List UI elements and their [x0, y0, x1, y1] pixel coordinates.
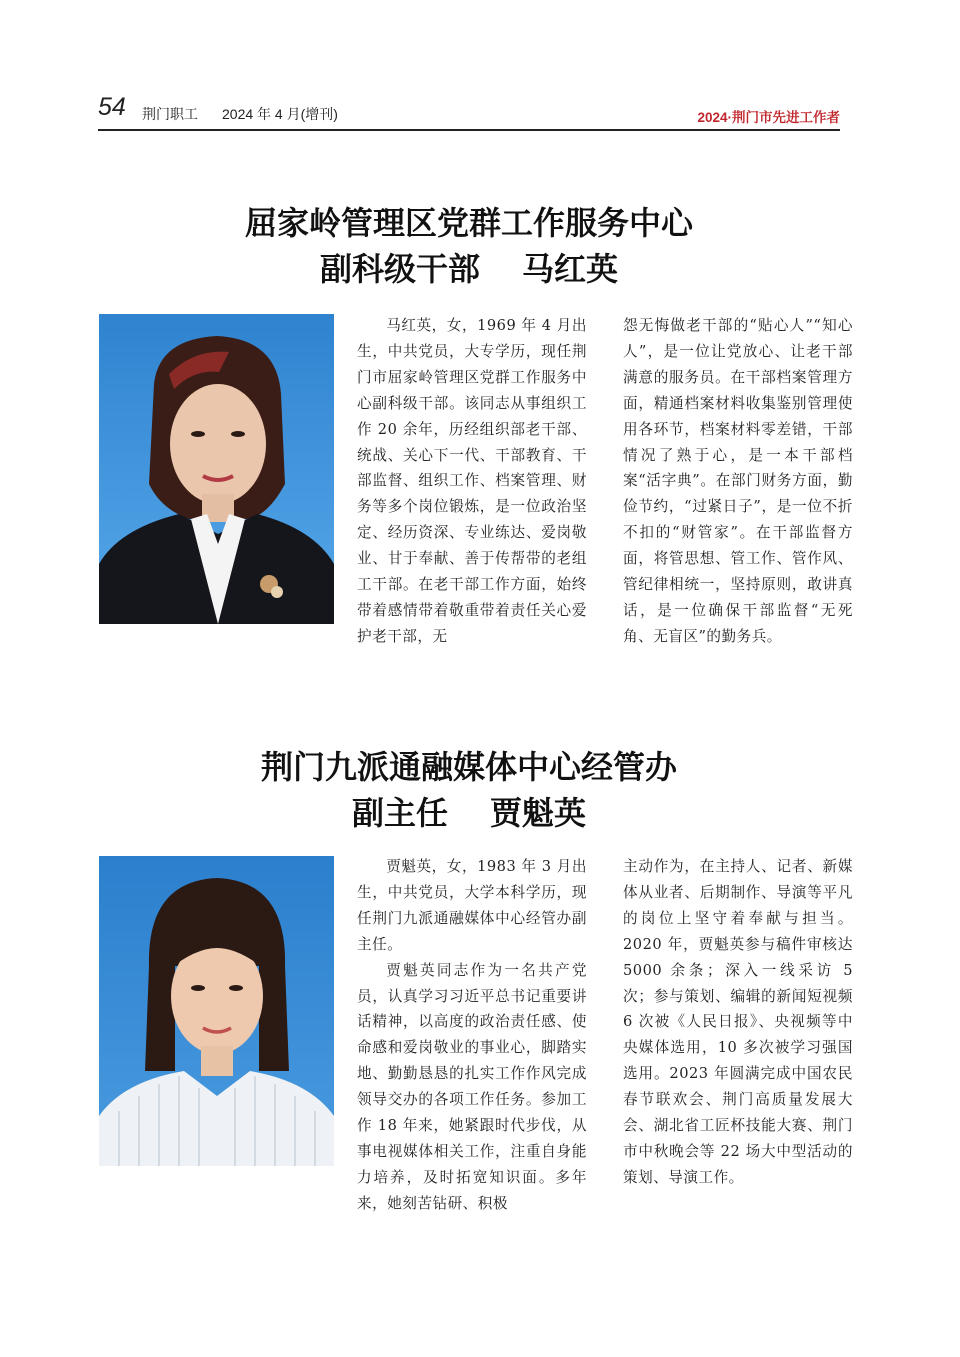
profile2-paragraph-continued: 主动作为，在主持人、记者、新媒体从业者、后期制作、导演等平凡的岗位上坚守着奉献与担当。2020 年，贾魁英参与稿件审核达 5000 余条；深入一线采访 5 次；参与策划、编辑的新闻短视频 6 次被《人民日报》、央视频等中央媒体选用，10 多次被学习强国选用。2023 年圆满完成中国农民春节联欢会、荆门高质量发展大会、湖北省工匠杯技能大赛、荆门市中秋晚会等 22 场大中型活动的策划、导演工作。	[623, 858, 853, 1186]
profile2-title	[98, 744, 840, 836]
profile1-title-line1: 屈家岭管理区党群工作服务中心	[244, 204, 693, 242]
profile2-name: 贾魁英	[490, 794, 587, 832]
profile2-title-line1: 荆门九派通融媒体中心经管办	[260, 748, 677, 786]
profile1-paragraph: 马红英，女，1969 年 4 月出生，中共党员，大专学历，现任荆门市屈家岭管理区党群工作服务中心副科级干部。该同志从事组织工作 20 余年，历经组织部老干部、统战、关心下一代、干部教育、干部监督、组织工作、档案管理、财务等多个岗位锻炼，是一位政治坚定、经历资深、专业练达、爱岗敬业、甘于奉献、善于传帮带的老组工干部。在老干部工作方面，始终带着感情带着敬重带着责任关心爱护老干部，无	[357, 317, 587, 645]
profile2-paragraph2: 贾魁英同志作为一名共产党员，认真学习习近平总书记重要讲话精神，以高度的政治责任感、使命感和爱岗敬业的事业心，脚踏实地、勤勤恳恳的扎实工作作风完成领导交办的各项工作任务。参加工作 18 年来，她紧跟时代步伐，从事电视媒体相关工作，注重自身能力培养，及时拓宽知识面。多年来，她刻苦钻研、积极	[357, 961, 587, 1212]
profile1-text-column2	[623, 313, 853, 650]
profile2-position: 副主任	[351, 794, 448, 832]
issue-label: 2024 年 4 月(增刊)	[222, 106, 338, 122]
profile1-text-column1	[357, 313, 587, 650]
profile2-text-column1	[357, 854, 587, 1217]
profile1-paragraph-continued: 怨无悔做老干部的“贴心人”“知心人”，是一位让党放心、让老干部满意的服务员。在干部档案管理方面，精通档案材料收集鉴别管理使用各环节，档案材料零差错，干部情况了熟于心，是一本干部档案“活字典”。在部门财务方面，勤俭节约，“过紧日子”，是一位不折不扣的“财管家”。在干部监督方面，将管思想、管工作、管作风、管纪律相统一，坚持原则，敢讲真话，是一位确保干部监督“无死角、无盲区”的勤务兵。	[623, 317, 853, 645]
profile2-portrait-photo	[99, 856, 334, 1166]
header-divider	[98, 129, 840, 131]
magazine-name: 荆门职工	[142, 106, 198, 122]
profile2-paragraph1: 贾魁英，女，1983 年 3 月出生，中共党员，大学本科学历，现任荆门九派通融媒体中心经管办副主任。	[357, 858, 587, 953]
profile1-position: 副科级干部	[319, 250, 480, 288]
profile2-title-line2	[98, 790, 840, 836]
profile1-title-line2	[98, 246, 840, 292]
profile1-title	[98, 200, 840, 292]
section-label: 2024·荆门市先进工作者	[697, 110, 840, 125]
profile2-text-column2	[623, 854, 853, 1191]
page-header	[98, 93, 840, 127]
profile1-portrait-photo	[99, 314, 334, 624]
page-number: 54	[98, 93, 126, 121]
profile1-name: 马红英	[522, 250, 619, 288]
